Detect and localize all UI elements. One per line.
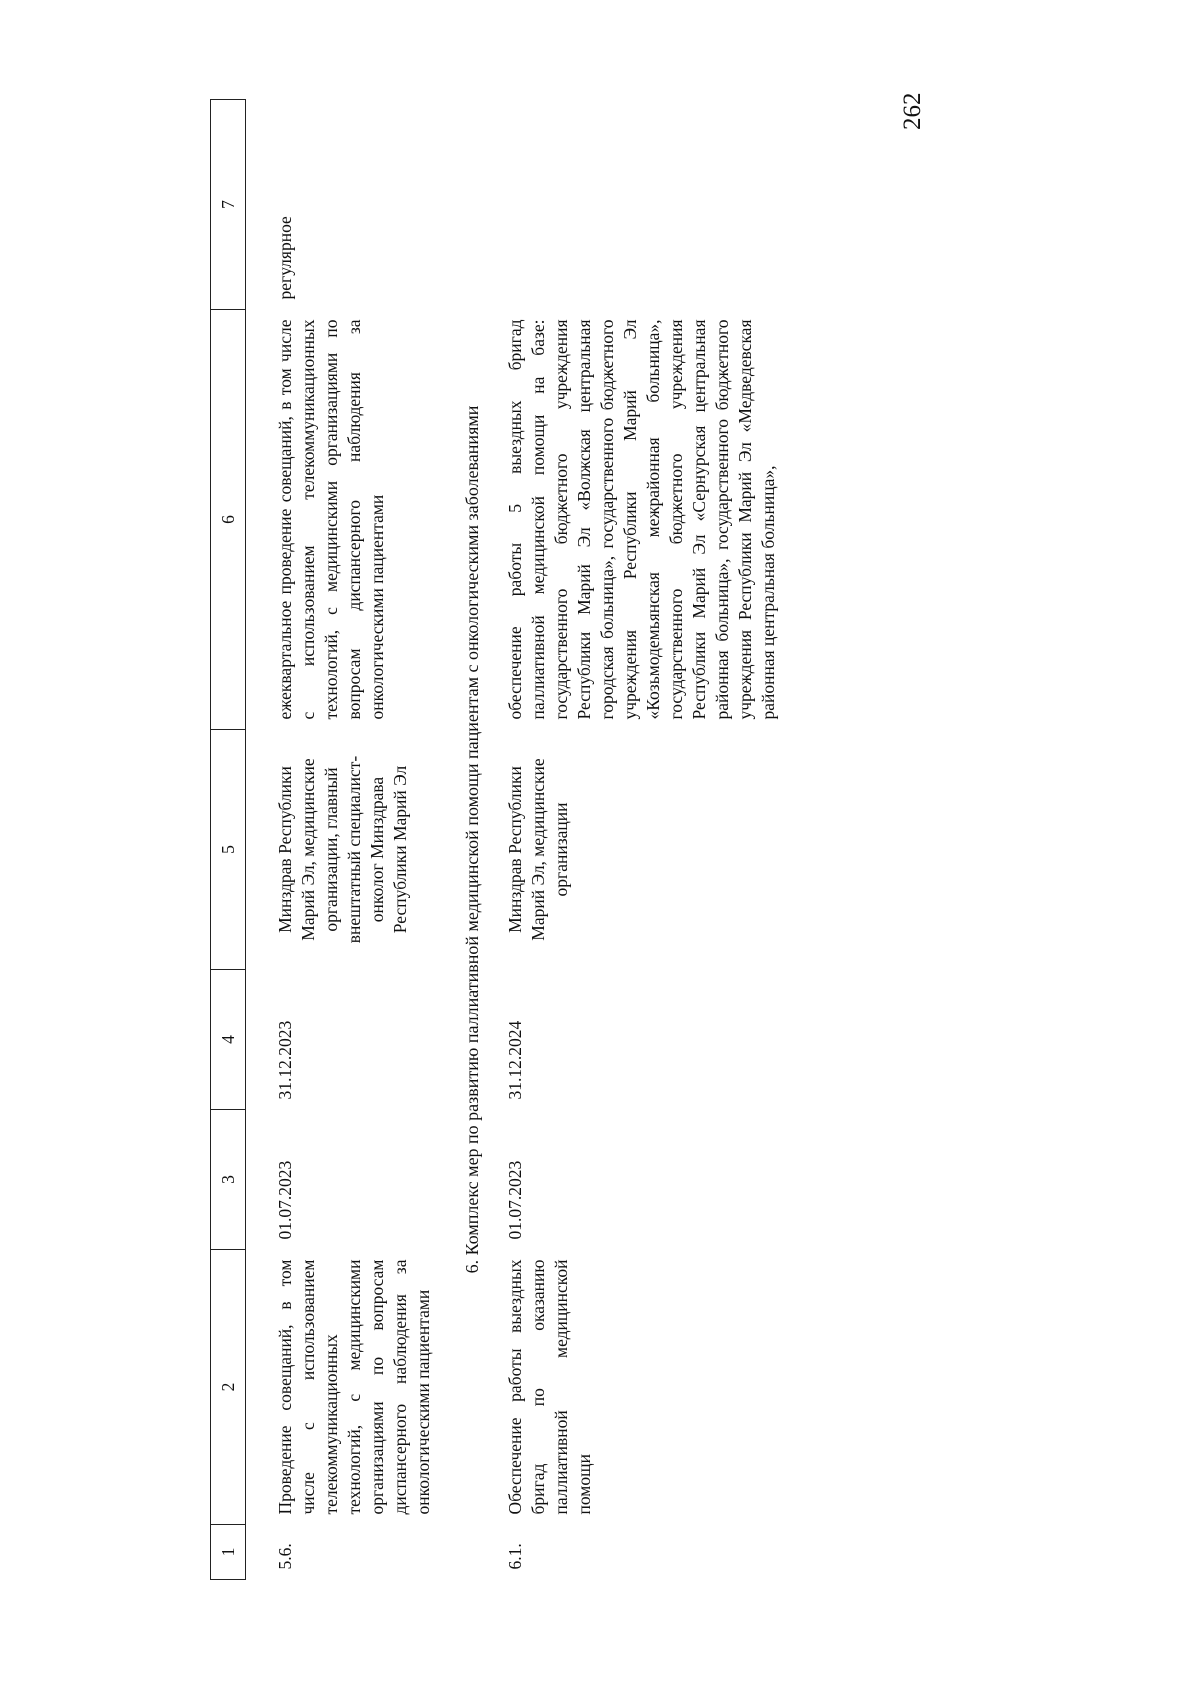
start-date: 01.07.2023 (505, 1160, 525, 1240)
col-header-7: 7 (211, 100, 246, 310)
col-header-2: 2 (211, 1250, 246, 1525)
col-header-1: 1 (211, 1525, 246, 1580)
col-header-5: 5 (211, 730, 246, 970)
section-heading-row (447, 100, 498, 1580)
start-date: 01.07.2023 (275, 1160, 295, 1240)
periodicity: регулярное (275, 216, 295, 300)
measure-name: Проведение совещаний, в том числе с использованием телекоммуникационных технологий, с медицинскими организациями по вопросам диспансерного наблюдения за онкологическими пациентами (275, 1259, 433, 1515)
measure-name: Обеспечение работы выездных бригад по оказанию паллиативной медицинской помощи (505, 1259, 594, 1515)
responsible: Минздрав Республики Марий Эл, медицинские организации, главный внештатный специалист-онколог Минздрава Республики Марий Эл (275, 755, 410, 944)
col-header-6: 6 (211, 310, 246, 730)
periodicity (498, 100, 792, 310)
end-date: 31.12.2024 (505, 1020, 525, 1100)
header-row (211, 100, 246, 1580)
plan-table-landscape (210, 100, 970, 1580)
section-6-title: 6. Комплекс мер по развитию паллиативной медицинской помощи пациентам с онкологическими заболеваниями (462, 405, 482, 1274)
row-number: 6.1. (505, 1543, 525, 1570)
expected-result: обеспечение работы 5 выездных бригад паллиативной медицинской помощи на базе: государственного бюджетного учреждения Республики Марий Эл «Волжская центральная городская больница», государственного бюджетного учреждения Республики Марий Эл «Козьмодемьянская межрайонная больница», государственного бюджетного учреждения Республики Марий Эл «Сернурская центральная районная больница», государственного бюджетного учреждения Республики Марий Эл «Медведевская районная центральная больница», (505, 319, 778, 720)
col-header-3: 3 (211, 1110, 246, 1250)
row-number: 5.6. (275, 1543, 295, 1570)
page-number: 262 (899, 92, 926, 130)
col-header-4: 4 (211, 970, 246, 1110)
responsible: Минздрав Республики Марий Эл, медицинские организации (505, 758, 571, 941)
table-row (498, 100, 792, 1580)
table-row (246, 100, 448, 1580)
measures-table (210, 99, 792, 1580)
expected-result: ежеквартальное проведение совещаний, в том числе с использованием телекоммуникационных технологий, с медицинскими организациями по вопросам диспансерного наблюдения за онкологическими пациентами (275, 319, 387, 720)
end-date: 31.12.2023 (275, 1020, 295, 1100)
